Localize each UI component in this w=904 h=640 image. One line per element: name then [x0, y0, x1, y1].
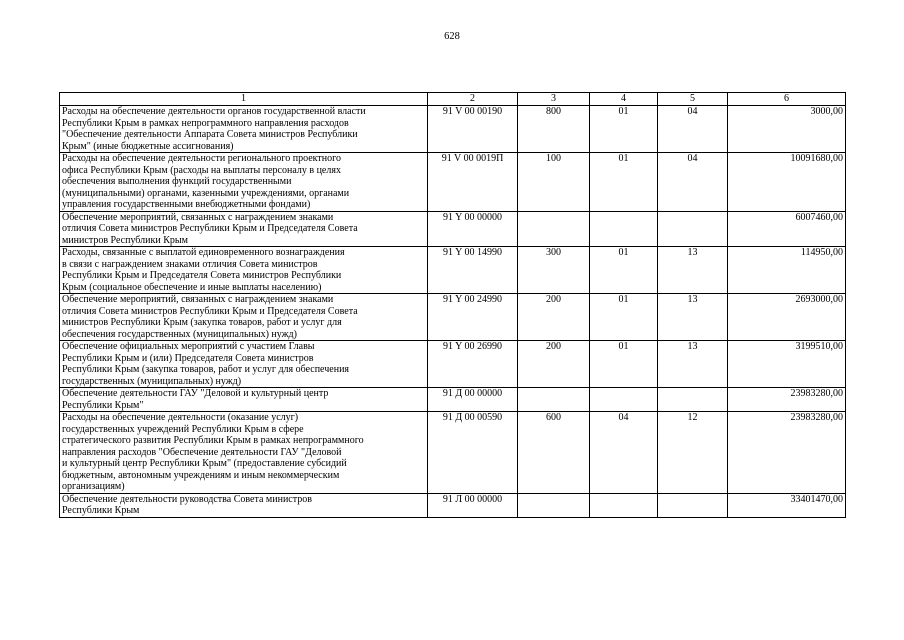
description-line: Республики Крым и Председателя Совета министров Республики	[62, 270, 342, 281]
table-row	[60, 493, 846, 517]
description-line: Обеспечение мероприятий, связанных с награждением знаками	[62, 294, 334, 305]
description-line: Республики Крым в рамках непрограммного направления расходов	[62, 117, 349, 129]
header-cell: 5	[658, 93, 728, 106]
target-article-code: 91 Л 00 00000	[428, 493, 518, 517]
description-line: Крым" (иные бюджетные ассигнования)	[62, 140, 234, 152]
header-cell: 6	[728, 93, 846, 106]
section-code: 01	[590, 294, 658, 341]
budget-table	[59, 92, 846, 518]
target-article-code: 91 Y 00 24990	[428, 294, 518, 341]
header-cell: 4	[590, 93, 658, 106]
amount: 6007460,00	[728, 211, 846, 247]
description-line: управления государственными внебюджетными фондами)	[62, 199, 311, 210]
target-article-code: 91 V 00 0019П	[428, 153, 518, 212]
section-code: 01	[590, 247, 658, 294]
expense-type-code	[518, 493, 590, 517]
description-line: государственных (муниципальных) нужд)	[62, 375, 242, 387]
row-description	[60, 211, 428, 247]
subsection-code	[658, 388, 728, 412]
header-cell: 3	[518, 93, 590, 106]
section-code: 04	[590, 412, 658, 494]
amount: 3000,00	[728, 106, 846, 153]
header-cell: 2	[428, 93, 518, 106]
amount: 23983280,00	[728, 412, 846, 494]
description-line: министров Республики Крым	[62, 234, 188, 246]
table-row	[60, 388, 846, 412]
section-code	[590, 493, 658, 517]
expense-type-code	[518, 388, 590, 412]
section-code	[590, 211, 658, 247]
description-line: направления расходов "Обеспечение деятельности ГАУ "Деловой	[62, 446, 342, 458]
table-row	[60, 106, 846, 153]
table-row	[60, 247, 846, 294]
target-article-code: 91 V 00 00190	[428, 106, 518, 153]
table-row	[60, 211, 846, 247]
row-description	[60, 341, 428, 388]
table-row	[60, 153, 846, 212]
description-line: отличия Совета министров Республики Крым и Председателя Совета	[62, 223, 358, 234]
description-line: Республики Крым и (или) Председателя Совета министров	[62, 352, 314, 364]
description-line: Расходы на обеспечение деятельности регионального проектного	[62, 153, 341, 164]
row-description	[60, 106, 428, 153]
header-row	[60, 93, 846, 106]
expense-type-code: 200	[518, 294, 590, 341]
target-article-code: 91 Д 00 00000	[428, 388, 518, 412]
description-line: Обеспечение официальных мероприятий с участием Главы	[62, 341, 315, 352]
description-line: Республики Крым"	[62, 399, 144, 411]
section-code: 01	[590, 106, 658, 153]
amount: 33401470,00	[728, 493, 846, 517]
section-code: 01	[590, 341, 658, 388]
target-article-code: 91 Y 00 26990	[428, 341, 518, 388]
header-cell: 1	[60, 93, 428, 106]
description-line: Обеспечение мероприятий, связанных с награждением знаками	[62, 211, 334, 223]
amount: 3199510,00	[728, 341, 846, 388]
target-article-code: 91 Y 00 00000	[428, 211, 518, 247]
amount: 2693000,00	[728, 294, 846, 341]
subsection-code: 13	[658, 294, 728, 341]
description-line: государственных учреждений Республики Крым в сфере	[62, 423, 304, 435]
table-row	[60, 341, 846, 388]
table-row	[60, 294, 846, 341]
description-line: Расходы, связанные с выплатой единовременного вознаграждения	[62, 247, 345, 258]
row-description	[60, 294, 428, 341]
expense-type-code: 600	[518, 412, 590, 494]
description-line: Обеспечение деятельности руководства Совета министров	[62, 493, 312, 505]
row-description	[60, 412, 428, 494]
expense-type-code: 100	[518, 153, 590, 212]
subsection-code: 12	[658, 412, 728, 494]
section-code: 01	[590, 153, 658, 212]
description-line: Расходы на обеспечение деятельности (оказание услуг)	[62, 412, 299, 423]
amount: 23983280,00	[728, 388, 846, 412]
description-line: Республики Крым	[62, 505, 140, 516]
subsection-code: 04	[658, 106, 728, 153]
description-line: министров Республики Крым (закупка товаров, работ и услуг для	[62, 317, 342, 328]
expense-type-code: 300	[518, 247, 590, 294]
description-line: Расходы на обеспечение деятельности органов государственной власти	[62, 106, 366, 117]
description-line: обеспечения государственных (муниципальных) нужд)	[62, 328, 297, 340]
description-line: и культурный центр Республики Крым" (предоставление субсидий	[62, 458, 347, 469]
description-line: отличия Совета министров Республики Крым и Председателя Совета	[62, 305, 358, 317]
row-description	[60, 493, 428, 517]
row-description	[60, 153, 428, 212]
description-line: организациям)	[62, 481, 125, 492]
description-line: "Обеспечение деятельности Аппарата Совета министров Республики	[62, 129, 358, 140]
amount: 114950,00	[728, 247, 846, 294]
description-line: Обеспечение деятельности ГАУ "Деловой и культурный центр	[62, 388, 329, 399]
description-line: в связи с награждением знаками отличия Совета министров	[62, 258, 318, 270]
description-line: (муниципальными) органами, казенными учреждениями, органами	[62, 187, 350, 199]
subsection-code	[658, 493, 728, 517]
description-line: Республики Крым (закупка товаров, работ и услуг для обеспечения	[62, 364, 350, 375]
amount: 10091680,00	[728, 153, 846, 212]
description-line: офиса Республики Крым (расходы на выплаты персоналу в целях	[62, 164, 341, 176]
description-line: обеспечения выполнения функций государственными	[62, 176, 292, 187]
subsection-code	[658, 211, 728, 247]
page-number: 628	[444, 31, 460, 42]
description-line: бюджетным, автономным учреждениям и иным некоммерческим	[62, 469, 340, 481]
target-article-code: 91 Д 00 00590	[428, 412, 518, 494]
subsection-code: 13	[658, 341, 728, 388]
expense-type-code: 800	[518, 106, 590, 153]
subsection-code: 04	[658, 153, 728, 212]
expense-type-code: 200	[518, 341, 590, 388]
target-article-code: 91 Y 00 14990	[428, 247, 518, 294]
section-code	[590, 388, 658, 412]
table-row	[60, 412, 846, 494]
subsection-code: 13	[658, 247, 728, 294]
description-line: стратегического развития Республики Крым в рамках непрограммного	[62, 435, 364, 446]
description-line: Крым (социальное обеспечение и иные выплаты населению)	[62, 281, 322, 293]
expense-type-code	[518, 211, 590, 247]
row-description	[60, 247, 428, 294]
row-description	[60, 388, 428, 412]
